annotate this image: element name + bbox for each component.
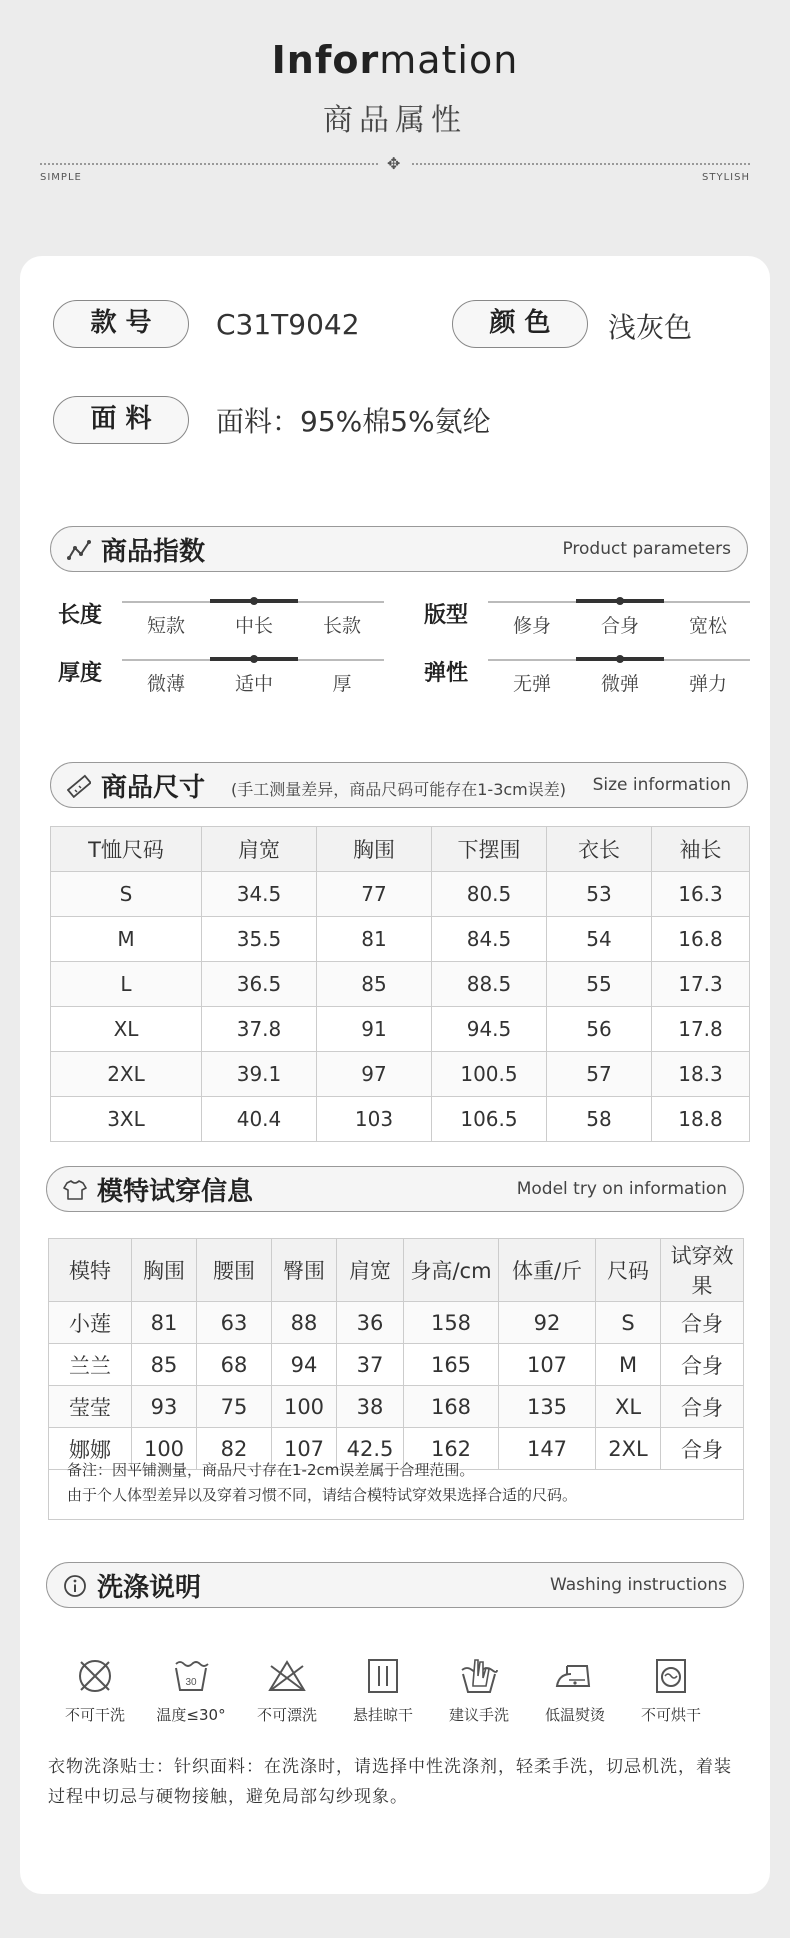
fit-label: 版型	[424, 603, 469, 628]
table-cell: 54	[547, 917, 652, 962]
table-cell: 63	[197, 1302, 272, 1344]
table-cell: 135	[499, 1386, 596, 1428]
table-cell: 56	[547, 1007, 652, 1052]
no-bleach-icon	[267, 1656, 307, 1696]
table-cell: 合身	[661, 1428, 744, 1470]
no-tumble-dry-icon	[651, 1656, 691, 1696]
table-cell: 100.5	[432, 1052, 547, 1097]
table-cell: 兰兰	[49, 1344, 132, 1386]
table-cell: 合身	[661, 1386, 744, 1428]
column-header: 尺码	[596, 1239, 661, 1302]
table-cell: 53	[547, 872, 652, 917]
wash-label: 不可干洗	[64, 1706, 125, 1724]
table-header-row	[51, 827, 750, 872]
column-header: 衣长	[547, 827, 652, 872]
remark-line: 由于个人体型差异以及穿着习惯不同，请结合模特试穿效果选择合适的尺码。	[67, 1486, 578, 1504]
model-remark	[48, 1450, 744, 1520]
table-row	[51, 917, 750, 962]
style-label: 款 号	[53, 300, 189, 348]
table-cell: 107	[499, 1344, 596, 1386]
wash-30-icon	[171, 1656, 211, 1696]
elasticity-label: 弹性	[424, 661, 469, 686]
section-title: 模特试穿信息	[97, 1177, 254, 1207]
model-table	[48, 1238, 744, 1470]
elasticity-scale	[488, 659, 750, 695]
section-model-info	[46, 1166, 744, 1212]
wash-label: 不可漂洗	[256, 1706, 317, 1724]
wash-item	[530, 1656, 620, 1725]
table-cell: 17.3	[652, 962, 750, 1007]
low-iron-icon	[555, 1656, 595, 1696]
wash-label: 悬挂晾干	[352, 1706, 413, 1724]
wash-label: 不可烘干	[640, 1706, 701, 1724]
table-cell: 106.5	[432, 1097, 547, 1142]
table-cell: 16.3	[652, 872, 750, 917]
table-row	[51, 962, 750, 1007]
wash-item	[146, 1656, 236, 1725]
divider-right	[412, 163, 750, 165]
wash-label: 低温熨烫	[544, 1706, 605, 1724]
table-cell: 107	[272, 1428, 337, 1470]
length-label: 长度	[58, 603, 103, 628]
section-size-information	[50, 762, 748, 808]
table-header-row	[49, 1239, 744, 1302]
table-cell: 158	[404, 1302, 499, 1344]
table-row	[51, 1007, 750, 1052]
elasticity-option: 微弹	[600, 673, 639, 695]
length-option: 短款	[146, 615, 185, 637]
section-title: 洗涤说明	[97, 1573, 202, 1603]
fabric-value: 面料：95%棉5%氨纶	[216, 405, 491, 438]
table-cell: 88.5	[432, 962, 547, 1007]
table-cell: 68	[197, 1344, 272, 1386]
length-option: 长款	[322, 615, 361, 637]
table-cell: 92	[499, 1302, 596, 1344]
tshirt-icon	[63, 1178, 87, 1202]
color-label: 颜 色	[452, 300, 588, 348]
tag-stylish: STYLISH	[702, 172, 750, 183]
style-value: C31T9042	[216, 308, 360, 341]
table-cell: 合身	[661, 1302, 744, 1344]
column-header: 胸围	[317, 827, 432, 872]
color-value: 浅灰色	[608, 311, 693, 344]
table-cell: XL	[51, 1007, 202, 1052]
thickness-option: 厚	[332, 673, 352, 695]
section-product-parameters	[50, 526, 748, 572]
table-cell: 莹莹	[49, 1386, 132, 1428]
table-cell: 娜娜	[49, 1428, 132, 1470]
table-cell: 75	[197, 1386, 272, 1428]
header-subtitle: 商品属性	[323, 103, 467, 138]
table-cell: 94	[272, 1344, 337, 1386]
size-note: (手工测量差异，商品尺码可能存在1-3cm误差)	[231, 780, 567, 799]
ruler-icon	[67, 774, 91, 798]
length-option: 中长	[234, 615, 273, 637]
table-cell: 36	[337, 1302, 404, 1344]
table-cell: 100	[132, 1428, 197, 1470]
table-row	[49, 1344, 744, 1386]
table-cell: 16.8	[652, 917, 750, 962]
fabric-label: 面 料	[53, 396, 189, 444]
table-cell: 小莲	[49, 1302, 132, 1344]
table-cell: XL	[596, 1386, 661, 1428]
elasticity-option: 弹力	[688, 673, 727, 695]
table-cell: L	[51, 962, 202, 1007]
wash-item	[434, 1656, 524, 1725]
fit-scale	[488, 601, 750, 637]
column-header: T恤尺码	[51, 827, 202, 872]
length-scale	[122, 601, 384, 637]
wash-item	[626, 1656, 716, 1725]
table-cell: 81	[317, 917, 432, 962]
table-cell: 37	[337, 1344, 404, 1386]
table-cell: 77	[317, 872, 432, 917]
table-cell: M	[51, 917, 202, 962]
column-header: 下摆围	[432, 827, 547, 872]
fit-option: 合身	[600, 615, 639, 637]
wash-temp-badge: 30	[185, 1677, 197, 1688]
no-dry-clean-icon	[75, 1656, 115, 1696]
table-cell: 36.5	[202, 962, 317, 1007]
column-header: 模特	[49, 1239, 132, 1302]
table-cell: 80.5	[432, 872, 547, 917]
table-cell: 94.5	[432, 1007, 547, 1052]
table-cell: 18.8	[652, 1097, 750, 1142]
column-header: 肩宽	[202, 827, 317, 872]
table-cell: 81	[132, 1302, 197, 1344]
tag-simple: SIMPLE	[40, 172, 82, 183]
section-en: Size information	[592, 775, 731, 795]
section-title: 商品尺寸	[101, 773, 206, 803]
section-en: Washing instructions	[549, 1575, 727, 1595]
header-title: Information	[271, 38, 519, 82]
column-header: 试穿效果	[661, 1239, 744, 1302]
table-cell: 2XL	[51, 1052, 202, 1097]
table-cell: 100	[272, 1386, 337, 1428]
hand-wash-icon	[459, 1656, 499, 1696]
info-icon	[63, 1574, 87, 1598]
table-cell: 82	[197, 1428, 272, 1470]
table-cell: 17.8	[652, 1007, 750, 1052]
thickness-option: 微薄	[146, 673, 185, 695]
table-cell: 85	[317, 962, 432, 1007]
table-cell: 37.8	[202, 1007, 317, 1052]
table-cell: 55	[547, 962, 652, 1007]
table-cell: 91	[317, 1007, 432, 1052]
table-row	[51, 872, 750, 917]
table-row	[49, 1386, 744, 1428]
table-cell: 38	[337, 1386, 404, 1428]
table-cell: 34.5	[202, 872, 317, 917]
column-header: 臀围	[272, 1239, 337, 1302]
size-table	[50, 826, 750, 1142]
table-row	[51, 1097, 750, 1142]
elasticity-option: 无弹	[512, 673, 551, 695]
wash-label: 温度≤30°	[156, 1706, 226, 1724]
table-row	[49, 1302, 744, 1344]
table-cell: 168	[404, 1386, 499, 1428]
table-cell: 58	[547, 1097, 652, 1142]
hang-dry-icon	[363, 1656, 403, 1696]
table-cell: 42.5	[337, 1428, 404, 1470]
table-cell: 39.1	[202, 1052, 317, 1097]
table-cell: 84.5	[432, 917, 547, 962]
column-header: 袖长	[652, 827, 750, 872]
table-cell: 3XL	[51, 1097, 202, 1142]
divider-left	[40, 163, 378, 165]
section-title: 商品指数	[101, 537, 206, 567]
thickness-scale	[122, 659, 384, 695]
section-en: Model try on information	[516, 1179, 727, 1199]
table-cell: S	[596, 1302, 661, 1344]
table-cell: 103	[317, 1097, 432, 1142]
table-cell: 162	[404, 1428, 499, 1470]
column-header: 腰围	[197, 1239, 272, 1302]
table-cell: 合身	[661, 1344, 744, 1386]
table-cell: 85	[132, 1344, 197, 1386]
table-cell: 93	[132, 1386, 197, 1428]
wash-item	[338, 1656, 428, 1725]
table-cell: 147	[499, 1428, 596, 1470]
wash-label: 建议手洗	[448, 1706, 509, 1724]
table-cell: 88	[272, 1302, 337, 1344]
section-washing	[46, 1562, 744, 1608]
table-cell: 97	[317, 1052, 432, 1097]
fit-option: 宽松	[688, 615, 727, 637]
section-en: Product parameters	[562, 539, 731, 559]
column-header: 体重/斤	[499, 1239, 596, 1302]
table-cell: 35.5	[202, 917, 317, 962]
table-cell: M	[596, 1344, 661, 1386]
washing-tip: 衣物洗涤贴士：针织面料：在洗涤时，请选择中性洗涤剂，轻柔手洗，切忌机洗，着装过程中切忌与硬物接触，避免局部勾纱现象。	[48, 1757, 732, 1807]
table-cell: S	[51, 872, 202, 917]
thickness-option: 适中	[234, 673, 273, 695]
trend-icon	[67, 538, 91, 562]
compass-icon: ✥	[387, 154, 401, 173]
wash-item	[50, 1656, 140, 1725]
column-header: 身高/cm	[404, 1239, 499, 1302]
table-cell: 40.4	[202, 1097, 317, 1142]
table-cell: 165	[404, 1344, 499, 1386]
fit-option: 修身	[512, 615, 551, 637]
table-row	[51, 1052, 750, 1097]
table-cell: 57	[547, 1052, 652, 1097]
thickness-label: 厚度	[58, 661, 103, 686]
column-header: 胸围	[132, 1239, 197, 1302]
remark-line: 备注：因平铺测量，商品尺寸存在1-2cm误差属于合理范围。	[67, 1461, 475, 1479]
table-cell: 18.3	[652, 1052, 750, 1097]
column-header: 肩宽	[337, 1239, 404, 1302]
wash-item	[242, 1656, 332, 1725]
table-cell: 2XL	[596, 1428, 661, 1470]
